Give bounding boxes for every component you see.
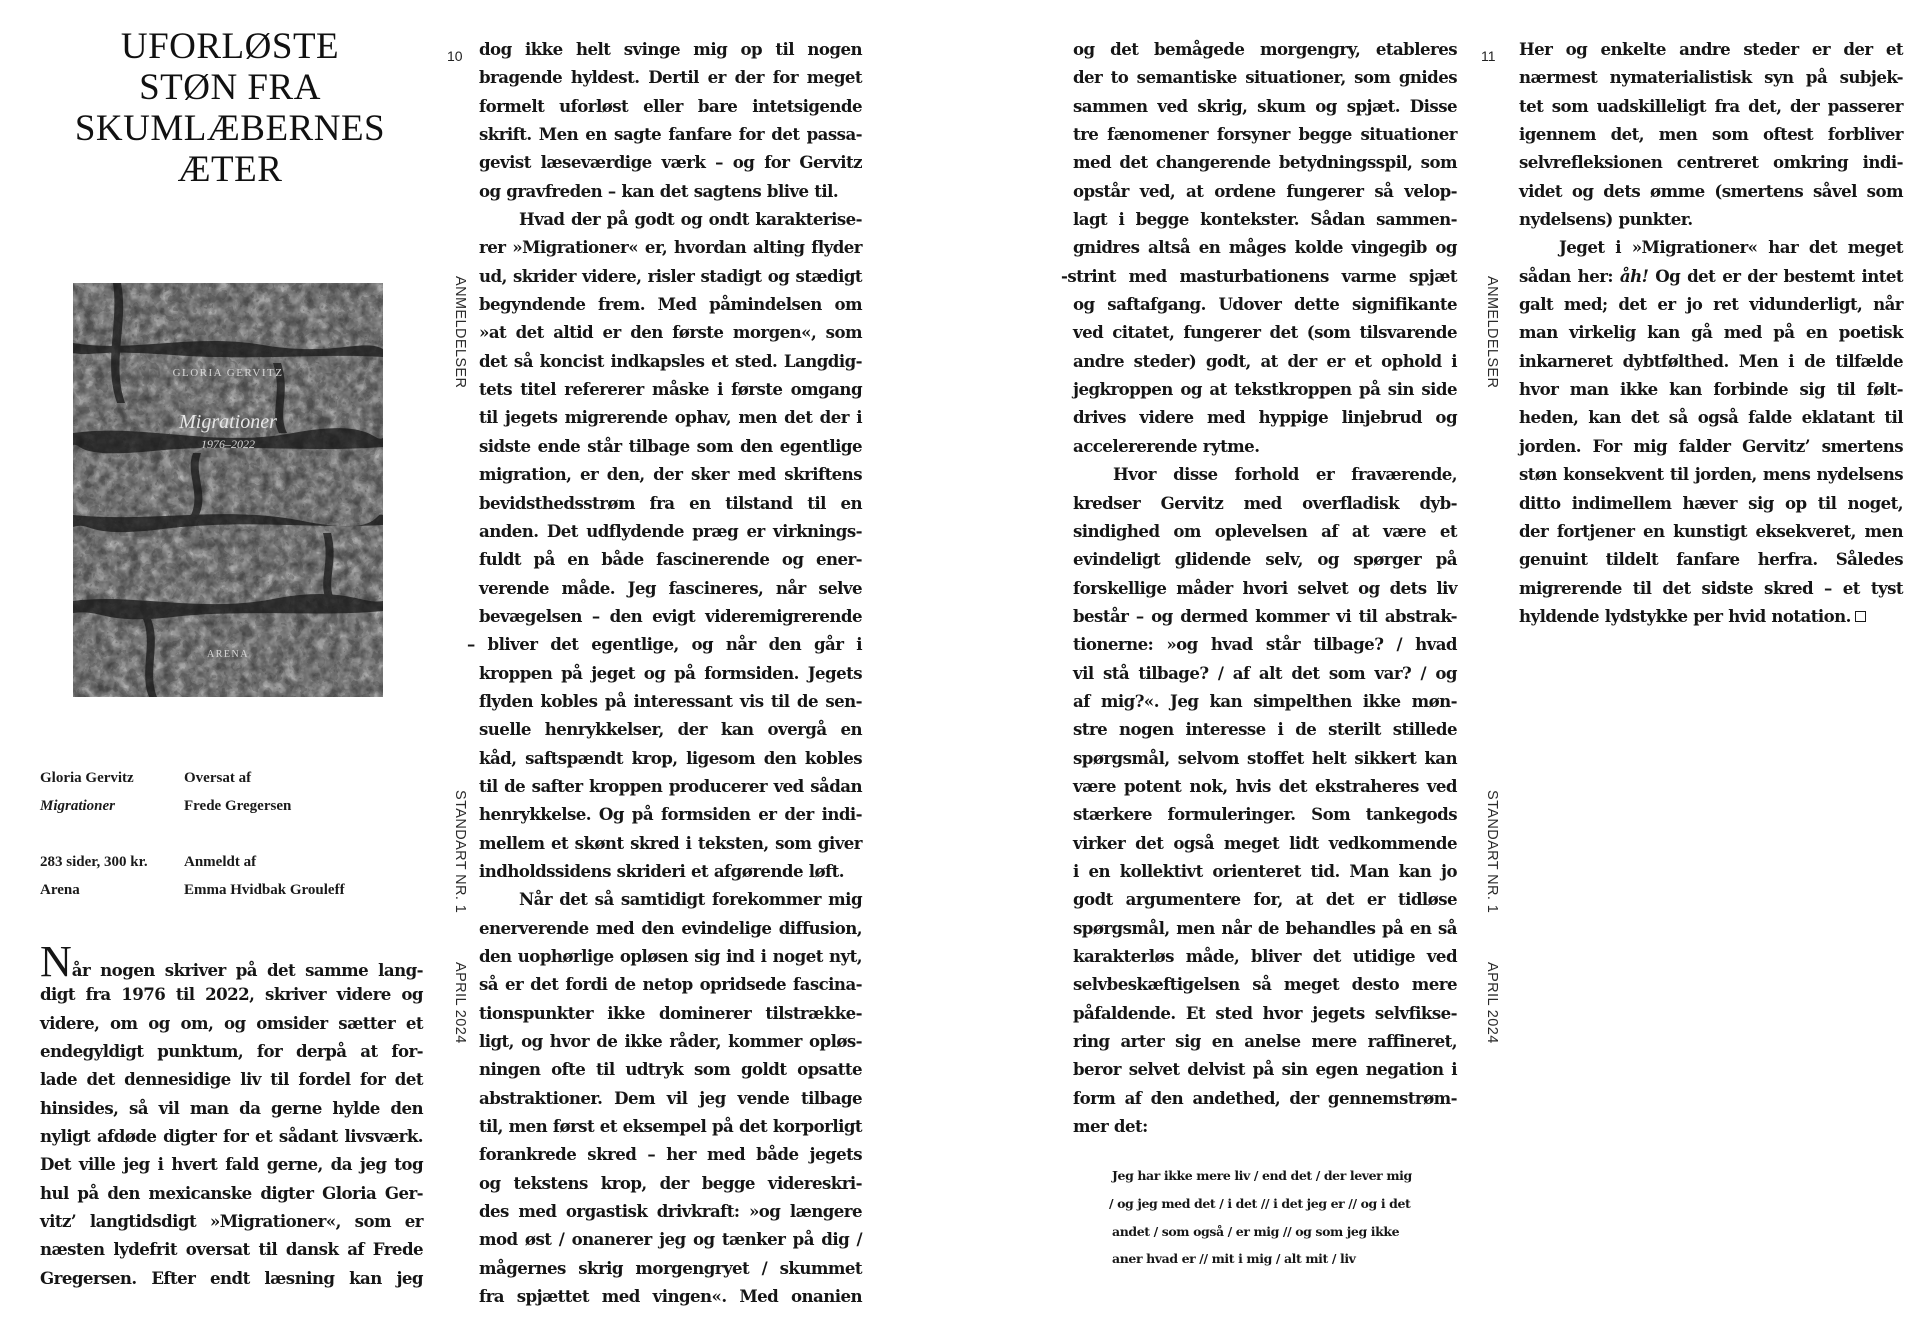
text-line: ring arter sig en anelse mere raffineret, (1073, 1031, 1457, 1052)
text-run: hyldende lydstykke per hvid notation. (1519, 605, 1851, 626)
text-line (1519, 602, 1903, 630)
text-run: sådan her: (1519, 265, 1620, 286)
book-cover-image (73, 283, 383, 697)
poem-quote (1109, 1162, 1467, 1273)
drop-cap: N (40, 937, 72, 986)
cover-years: 1976–2022 (201, 437, 255, 451)
cover-publisher: ARENA (207, 649, 249, 660)
text-line: næsten lydefrit oversat til dansk af Frede (40, 1239, 423, 1260)
pages-price: 283 sider, 300 kr. (40, 854, 148, 870)
text-line: bevægelsen – den evigt videremigrerende (479, 605, 862, 626)
text-line: Her og enkelte andre steder er der et (1519, 39, 1903, 59)
text-line: støn konsekvent til jorden, mens nydelsens (1519, 464, 1903, 485)
text-line: selvrefleksionen centreret omkring indi- (1519, 152, 1903, 173)
page-number-right: 11 (1481, 48, 1496, 64)
text-line: spørgsmål, selvom stoffet helt sikkert kan (1073, 747, 1457, 768)
body-column-1 (40, 937, 423, 1292)
text-line: nyligt afdøde digter for et sådant livsværk. (40, 1126, 423, 1147)
text-line: der to semantiske situationer, som gnides (1073, 67, 1457, 88)
text-line: evindeligt glidende selv, og spørger på (1073, 549, 1457, 570)
text-line: formelt uforløst eller bare intetsigende (479, 95, 862, 116)
text-line: ved citatet, fungerer det (som tilsvarende (1073, 322, 1457, 343)
title-line: UFORLØSTE (120, 26, 340, 67)
text-line: det så koncist indkapsles et sted. Langdig- (479, 350, 862, 371)
text-line: des med orgastisk drivkraft: »og længere (479, 1201, 862, 1222)
body-column-4 (1519, 35, 1903, 630)
text-line: kåd, saftspændt krop, ligesom den kobles (479, 747, 862, 768)
text-line: fuldt på en både fascinerende og ener- (479, 549, 862, 570)
book-author: Gloria Gervitz (40, 770, 134, 786)
quote-line: Jeg har ikke mere liv / end det / der lever mig (1112, 1168, 1412, 1183)
text-line: ud, skrider videre, risler stadigt og stædigt (479, 265, 862, 286)
text-line: man virkelig kan gå med på en poetisk (1519, 322, 1903, 343)
text-line: andre steder) godt, at der er et ophold i (1073, 350, 1457, 371)
text-line: spørgsmål, men når de behandles på en så (1073, 917, 1457, 938)
text-line: videre, om og om, og omsider sætter et (40, 1012, 423, 1033)
text-line: inkarneret dybtfølthed. Men i de tilfælde (1519, 350, 1903, 371)
text-line: af mig?«. Jeg kan simpelthen ikke møn- (1073, 690, 1457, 711)
text-line: sammen ved skrig, skum og spjæt. Disse (1073, 95, 1457, 116)
text-line: suelle henrykkelser, der kan overgå en (479, 719, 862, 740)
text-line: lagt i begge kontekster. Sådan sammen- (1073, 209, 1457, 230)
text-line: bevidsthedsstrøm fra en tilstand til en (479, 492, 862, 513)
text-line: beror selvet delvist på sin egen negation i (1073, 1059, 1457, 1080)
magazine-label-vertical: STANDART NR. 1 (1484, 790, 1500, 914)
text-line: nydelsens) punkter. (1519, 209, 1693, 230)
text-line: kroppen på jeget og på formsiden. Jegets (479, 662, 862, 683)
text-line: forskellige måder hvori selvet og dets liv (1073, 577, 1457, 598)
text-line: og tekstens krop, der begge videreskri- (479, 1172, 862, 1193)
text-line: lade det dennesidige liv til fordel for det (40, 1069, 423, 1090)
text-line: mågernes skrig morgengryet / skummet (479, 1257, 862, 1278)
text-line: tionerne: »og hvad står tilbage? / hvad (1073, 634, 1457, 655)
quote-line: / og jeg med det / i det // i det jeg er // og i det (1109, 1195, 1411, 1211)
text-line: Gregersen. Efter endt læsning kan jeg (40, 1267, 423, 1288)
text-line: mer det: (1073, 1116, 1148, 1137)
text-line: digt fra 1976 til 2022, skriver videre og (40, 984, 423, 1005)
text-line: der fortjener en kunstigt eksekveret, men (1519, 520, 1903, 541)
translator-name: Frede Gregersen (184, 798, 292, 814)
text-line: – bliver det egentlige, og når den går i (467, 634, 862, 655)
text-line: så er det fordi de netop opridsede fascina- (479, 974, 862, 995)
translated-label: Oversat af (184, 770, 252, 786)
text-line: karakterløs måde, bliver det utidige ved (1073, 946, 1457, 966)
text-line: fra spjættet med vingen«. Med onanien (479, 1286, 862, 1307)
text-line: tets titel refererer måske i første omgang (479, 379, 862, 400)
text-line: Jeget i »Migrationer« har det meget (1559, 237, 1903, 258)
text-line: endegyldigt punktum, for derpå at for- (40, 1041, 423, 1062)
text-line: sidste ende står tilbage som den egentlige (479, 435, 862, 456)
text-line: begyndende frem. Med påmindelsen om (479, 294, 862, 315)
text-line: Det ville jeg i hvert fald gerne, da jeg tog (40, 1154, 423, 1175)
text-line: igennem det, men som oftest forbliver (1519, 124, 1903, 145)
magazine-label-vertical: STANDART NR. 1 (452, 790, 468, 914)
text-line: påfaldende. Et sted hvor jegets selvfikse- (1073, 1002, 1457, 1023)
text-line: form af den andethed, der gennemstrøm- (1073, 1087, 1457, 1108)
text-line: ligt, og hvor de ikke råder, kommer opløs- (479, 1031, 862, 1052)
text-line: forankrede skred – her med både jegets (479, 1144, 862, 1165)
body-column-2 (467, 35, 862, 1310)
text-line-rest: år nogen skriver på det samme lang- (71, 960, 423, 980)
text-line: »at det altid er den første morgen«, som (479, 322, 862, 343)
text-line: migration, er den, der sker med skriftens (479, 464, 862, 485)
text-line: hvor man ikke kan forbinde sig til følt- (1519, 379, 1903, 400)
text-line: i en kollektivt orienteret tid. Man kan jo (1073, 860, 1457, 881)
section-label-vertical: ANMELDELSER (452, 276, 468, 389)
text-line: stre nogen interesse i de sterilt stillede (1073, 719, 1457, 740)
text-line: drives videre med hyppige linjebrud og (1073, 407, 1457, 428)
text-line: jorden. For mig falder Gervitz’ smertens (1519, 435, 1903, 456)
text-line: og saftafgang. Udover dette signifikante (1073, 294, 1457, 315)
text-line: med det changerende betydningsspil, som (1073, 152, 1457, 173)
text-line: indholdssidens skrideri et afgørende løft. (479, 860, 844, 881)
text-line: være potent nok, hvis det ekstraheres ved (1073, 775, 1457, 796)
text-line: -strint med masturbationens varme spjæt (1061, 265, 1457, 286)
title-line: SKUMLÆBERNES (74, 108, 386, 149)
text-line: jegkroppen og at tekstkroppen på sin side (1073, 379, 1457, 400)
text-line (1519, 262, 1903, 290)
text-line: bragende hyldest. Dertil er der for meget (479, 67, 862, 88)
text-line: ditto indimellem hæver sig op til noget, (1519, 492, 1903, 513)
title-line: STØN FRA (139, 67, 321, 108)
text-line: gevist læseværdige værk – og for Gervitz (479, 152, 862, 173)
text-line: kredser Gervitz med overfladisk dyb- (1073, 492, 1457, 513)
text-line: selvbeskæftigelsen så meget desto mere (1073, 974, 1457, 995)
text-line: enerverende med den evindelige diffusion, (479, 917, 862, 938)
text-line: dog ikke helt svinge mig op til nogen (479, 39, 862, 59)
text-line: Når det så samtidigt forekommer mig (519, 889, 862, 910)
date-label-vertical: APRIL 2024 (1484, 962, 1500, 1044)
title-line: ÆTER (177, 149, 283, 190)
text-line: den uophørlige opløsen sig ind i noget nyt, (479, 946, 862, 966)
text-line: tionspunkter ikke dominerer tilstrække- (479, 1002, 862, 1023)
stone-texture (73, 283, 383, 697)
text-line: opstår ved, at ordene fungerer så velop- (1073, 180, 1457, 201)
text-line: flyden kobles på interessant vis til de sen- (479, 690, 862, 711)
text-line: rer »Migrationer« er, hvordan alting flyder (479, 237, 862, 258)
text-line: tre fænomener forsyner begge situationer (1073, 124, 1457, 145)
text-line: verende måde. Jeg fascineres, når selve (479, 577, 862, 598)
text-line: hinsides, så vil man da gerne hylde den (40, 1097, 423, 1118)
reviewer-name: Emma Hvidbak Grouleff (184, 882, 345, 898)
text-line: skrift. Men en sagte fanfare for det passa- (479, 124, 862, 145)
date-label-vertical: APRIL 2024 (452, 962, 468, 1044)
body-column-3 (1061, 35, 1457, 1140)
text-line: til jegets migrerende ophav, men det der i (479, 407, 862, 428)
text-line: mod øst / onanerer jeg og tænker på dig / (479, 1229, 862, 1250)
text-line: vitz’ langtidsdigt »Migrationer«, som er (40, 1211, 423, 1232)
text-line: stærkere formuleringer. Som tankegods (1073, 804, 1457, 825)
text-line: og gravfreden – kan det sagtens blive til. (479, 180, 839, 201)
text-line: ningen ofte til udtryk som goldt opsatte (479, 1059, 862, 1080)
text-line: vil stå tilbage? / af alt det som var? / og (1073, 662, 1457, 683)
text-line: til, men først et eksempel på det korporligt (479, 1116, 862, 1137)
text-line: nærmest nymaterialistisk syn på subjek- (1519, 67, 1903, 88)
italic-exclamation: åh! (1619, 265, 1649, 286)
end-square-icon (1855, 611, 1866, 622)
book-title: Migrationer (40, 798, 116, 814)
text-line: Hvor disse forhold er fraværende, (1113, 464, 1457, 485)
cover-author: GLORIA GERVITZ (172, 367, 284, 379)
text-line: migrerende til det sidste skred – et tyst (1519, 577, 1903, 598)
quote-line: andet / som også / er mig // og som jeg ikke (1112, 1223, 1400, 1239)
text-run: Og det er der bestemt intet (1648, 265, 1903, 286)
text-line: gnidres altså en måges kolde vingegib og (1073, 237, 1457, 258)
text-line: godt argumentere for, at det er tidløse (1073, 889, 1457, 910)
quote-line: aner hvad er // mit i mig / alt mit / liv (1112, 1251, 1356, 1267)
text-line: galt med; det er jo ret vidunderligt, når (1519, 294, 1903, 315)
text-line: heden, kan det så også falde eklatant til (1519, 407, 1903, 428)
cover-title: Migrationer (179, 411, 277, 433)
book-publisher: Arena (40, 882, 80, 898)
text-line: består – og dermed kommer vi til abstrak- (1073, 605, 1457, 626)
text-line (40, 937, 423, 986)
article-title (40, 26, 420, 190)
text-line: Hvad der på godt og ondt karakterise- (519, 209, 862, 230)
text-line: accelererende rytme. (1073, 435, 1260, 456)
text-line: genuint tildelt fanfare herfra. Således (1519, 549, 1903, 570)
text-line: mellem et skønt skred i teksten, som giver (479, 832, 862, 853)
text-line: henrykkelse. Og på formsiden er der indi- (479, 804, 862, 825)
text-line: anden. Det udflydende præg er virknings- (479, 520, 862, 541)
text-line: videt og dets ømme (smertens såvel som (1519, 180, 1903, 201)
text-line: hul på den mexicanske digter Gloria Ger- (40, 1182, 423, 1203)
text-line: og det bemågede morgengry, etableres (1073, 39, 1457, 59)
page-number-left: 10 (447, 48, 463, 64)
section-label-vertical: ANMELDELSER (1484, 276, 1500, 389)
text-line: tet som uadskilleligt fra det, der passerer (1519, 95, 1903, 116)
reviewed-label: Anmeldt af (184, 854, 257, 870)
text-line: sindighed om oplevelsen af at være et (1073, 520, 1457, 541)
text-line: abstraktioner. Dem vil jeg vende tilbage (479, 1087, 862, 1108)
text-line: virker det også meget lidt vedkommende (1073, 832, 1457, 853)
text-line: til de safter kroppen producerer ved sådan (479, 775, 862, 796)
